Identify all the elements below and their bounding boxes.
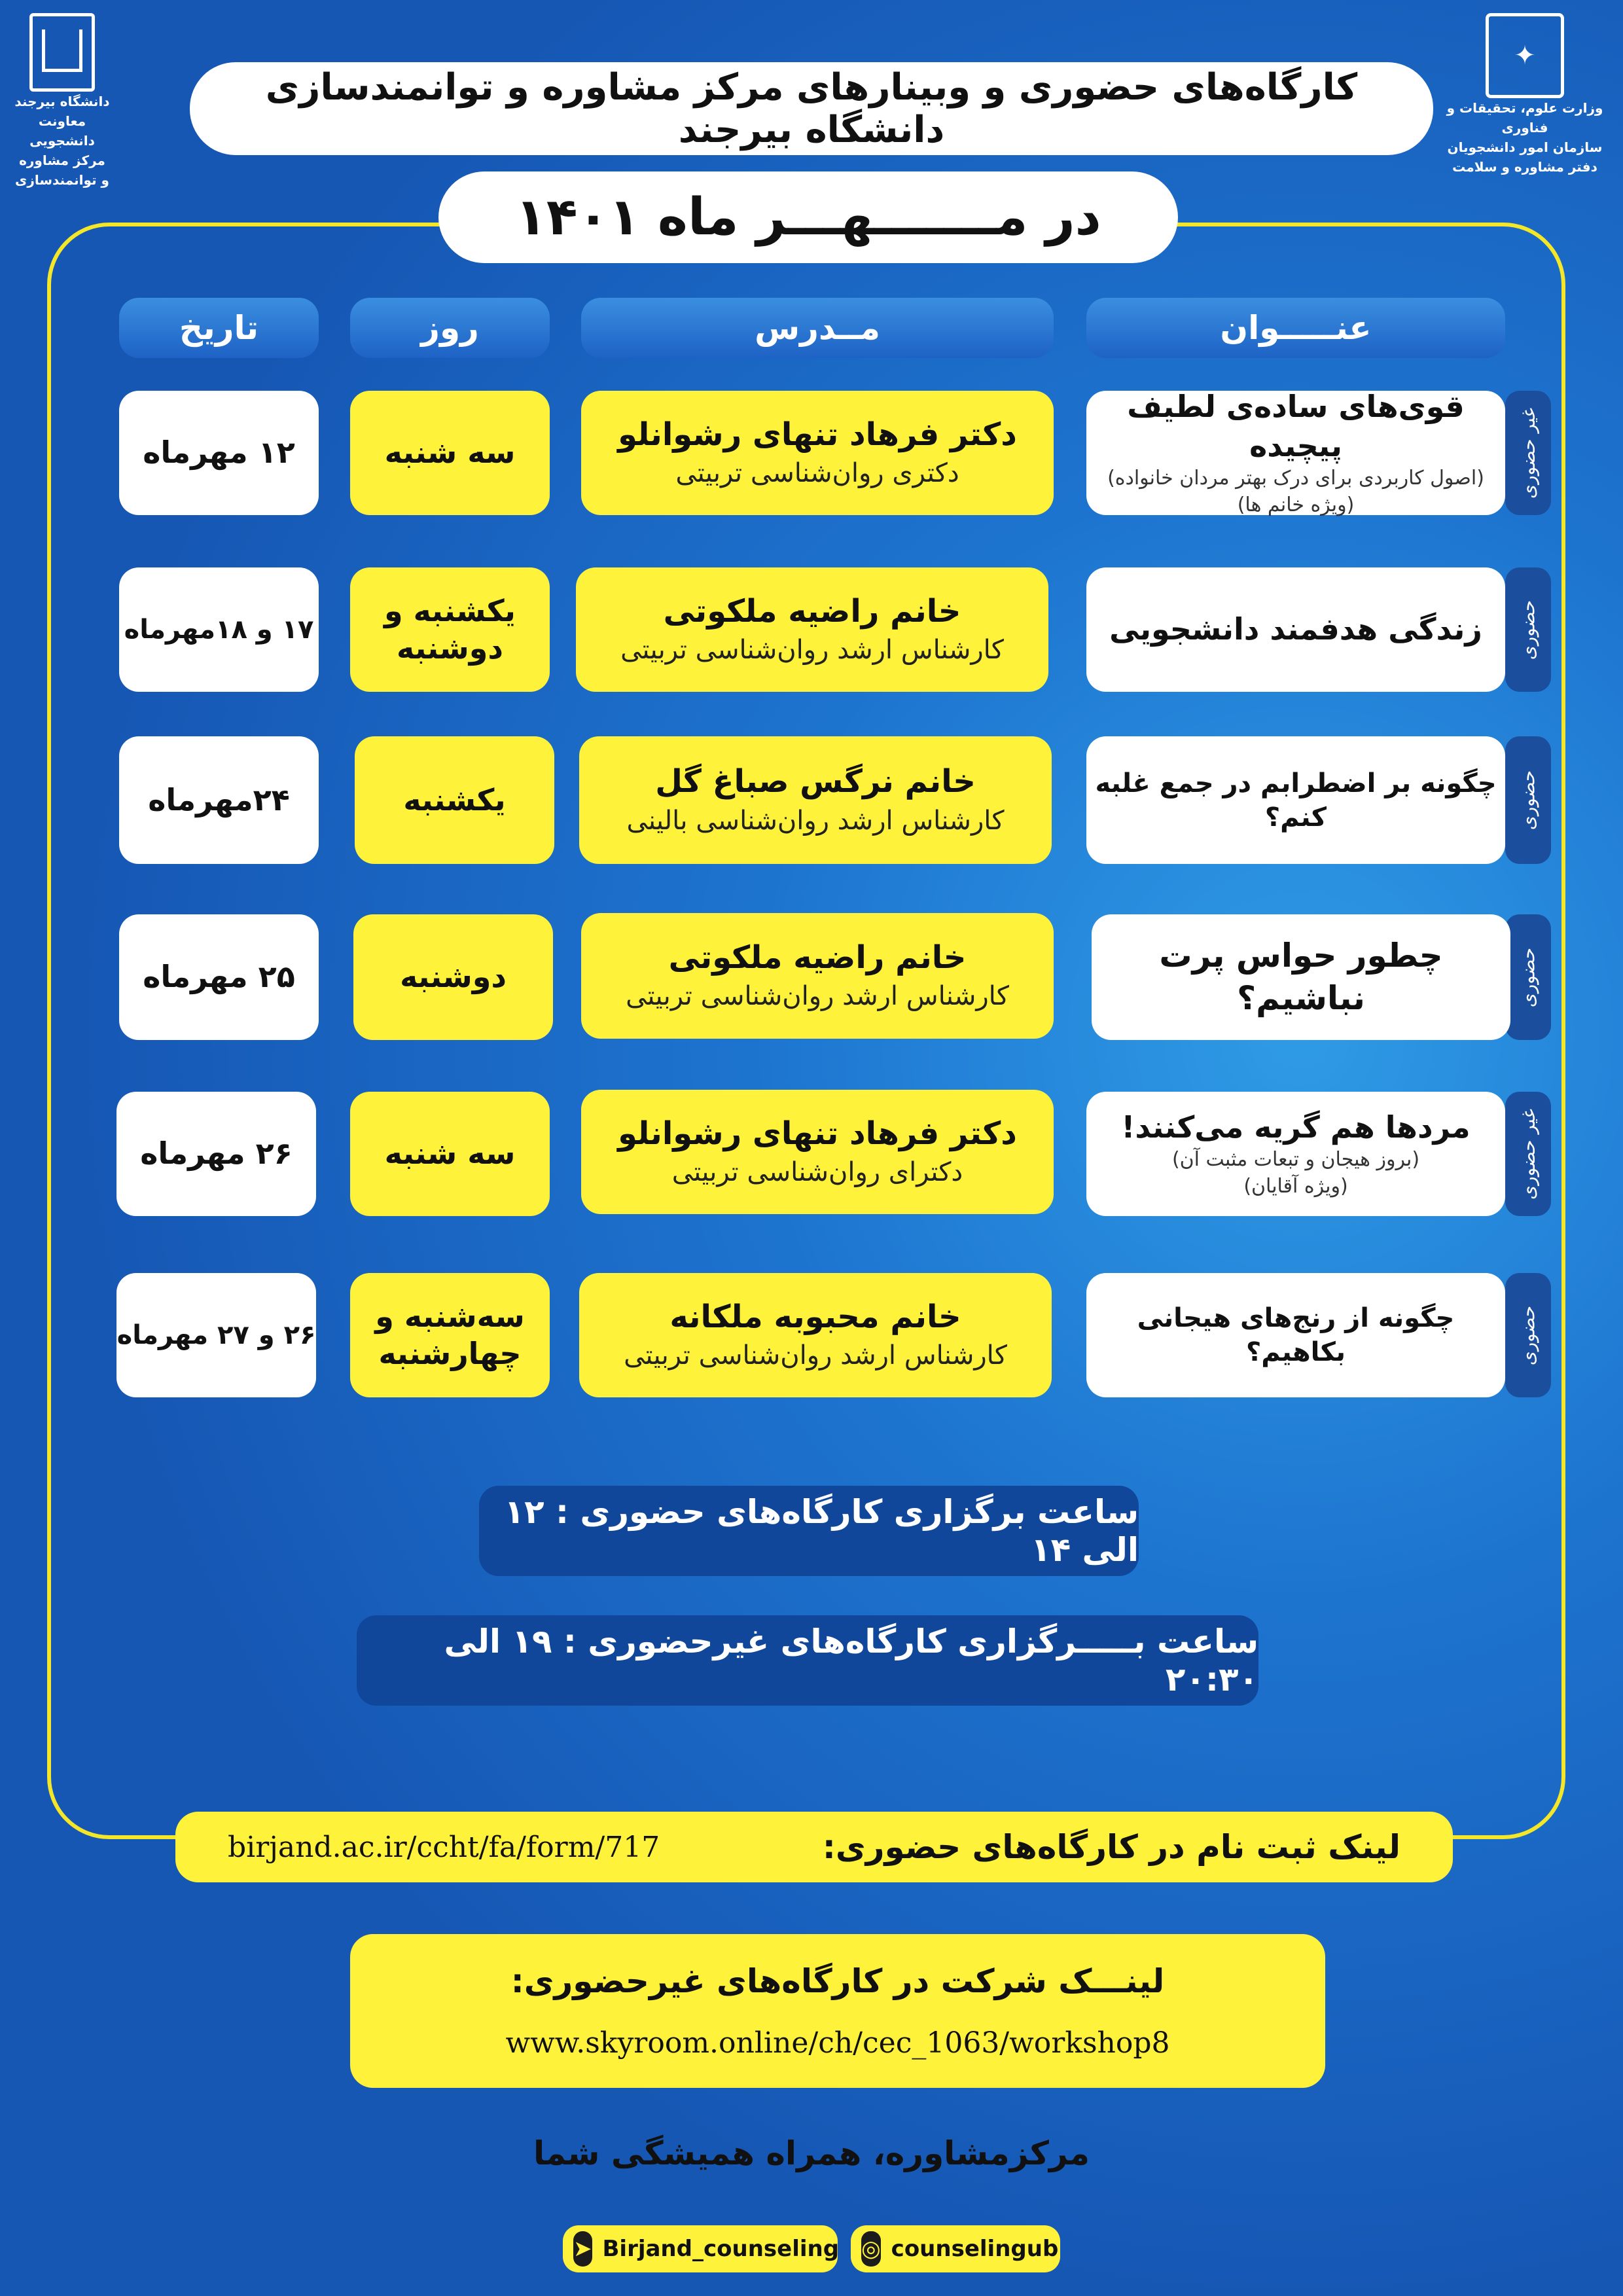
date-cell [119,391,319,515]
workshop-title: مردها هم گریه می‌کنند! [1121,1109,1471,1145]
instructor-degree: کارشناس ارشد روان‌شناسی تربیتی [624,1340,1007,1371]
workshop-date: ۲۵ مهرماه [143,959,295,995]
instagram-icon: ◎ [861,2231,881,2267]
instructor-name: خانم راضیه ملکوتی [663,592,961,630]
row-type-label: حضوری [1517,947,1539,1007]
workshop-date: ۲۶ و ۲۷ مهرماه [116,1320,316,1350]
day-cell [350,1273,550,1397]
university-logo-icon [29,13,95,92]
workshop-title-cell [1086,1092,1505,1216]
online-time-bar: ساعت بـــــرگزاری کارگاه‌های غیرحضوری : ۱۹ الی ۲۰:۳۰ [357,1615,1258,1706]
workshop-date: ۲۶ مهرماه [140,1136,293,1172]
online-participation-link-box [350,1934,1325,2088]
row-type-label: غیر حضوری [1517,407,1539,499]
workshop-audience-note: (ویژه خانم ها) [1237,493,1355,516]
workshop-title-cell [1086,567,1505,692]
row-type-tag [1505,736,1551,864]
workshop-subtitle: (بروز هیجان و تبعات مثبت آن) [1171,1148,1420,1172]
workshop-title-cell [1086,1273,1505,1397]
row-type-tag [1505,1092,1551,1216]
instructor-degree: کارشناس ارشد روان‌شناسی بالینی [626,805,1005,836]
instructor-degree: دکترای روان‌شناسی تربیتی [671,1157,963,1188]
ministry-logo [1433,13,1616,190]
university-logo-line-2: معاونت دانشجویی [29,113,95,149]
instructor-cell [576,567,1048,692]
row-type-label: حضوری [1517,1305,1539,1365]
month-title: در مـــــــهـــر ماه ۱۴۰۱ [438,171,1178,263]
workshop-subtitle: (اصول کاربردی برای درک بهتر مردان خانواده) [1107,467,1484,490]
instructor-name: خانم محبوبه ملکانه [669,1298,961,1335]
online-participation-label: لینـــک شرکت در کارگاه‌های غیرحضوری: [510,1962,1165,2000]
workshop-day: یکشنبه [403,781,506,817]
workshop-day: سه‌شنبه و چهارشنبه [375,1298,525,1371]
day-cell [350,1092,550,1216]
row-type-tag [1505,1273,1551,1397]
telegram-icon: ➤ [573,2231,592,2267]
university-logo-line-3: مرکز مشاوره و توانمندسازی [15,152,109,188]
row-type-tag [1505,391,1551,515]
row-type-label: حضوری [1517,770,1539,831]
in-person-time-bar: ساعت برگزاری کارگاه‌های حضوری : ۱۲ الی ۱۴ [479,1486,1139,1576]
instructor-cell [579,736,1052,864]
workshop-day: دوشنبه [400,959,507,995]
column-header-day: روز [350,298,550,358]
instagram-username: counselingub [891,2236,1059,2262]
instagram-handle[interactable] [851,2225,1060,2272]
instructor-cell [579,1273,1052,1397]
workshop-title: زندگی هدفمند دانشجویی [1109,611,1482,647]
university-logo-line-1: دانشگاه بیرجند [14,94,110,109]
instructor-cell [581,913,1054,1039]
instructor-name: خانم راضیه ملکوتی [668,939,967,976]
date-cell [119,736,319,864]
workshop-title-cell [1092,914,1510,1040]
workshop-title: چطور حواس پرت نباشیم؟ [1159,937,1443,1017]
ministry-logo-line-2: سازمان امور دانشجویان [1447,139,1603,155]
column-header-instructor: مــدرس [581,298,1054,358]
row-type-tag [1505,567,1551,692]
instructor-cell [581,391,1054,515]
workshop-date: ۲۴مهرماه [148,781,290,817]
date-cell [116,1273,316,1397]
university-logo [13,13,111,190]
workshop-title-cell [1086,736,1505,864]
workshop-day: سه شنبه [384,435,516,471]
row-type-label: غیر حضوری [1517,1108,1539,1200]
row-type-tag [1505,914,1551,1040]
ministry-logo-line-1: وزارت علوم، تحقیقات و فناوری [1446,100,1603,135]
workshop-audience-note: (ویژه آقایان) [1243,1174,1348,1198]
in-person-registration-label: لینک ثبت نام در کارگاه‌های حضوری: [822,1828,1400,1866]
workshop-title-cell [1086,388,1505,516]
telegram-username: Birjand_counseling [602,2236,840,2262]
instructor-name: دکتر فرهاد تنهای رشوانلو [618,416,1017,453]
day-cell [350,567,550,692]
in-person-registration-link[interactable]: birjand.ac.ir/ccht/fa/form/717 [228,1830,660,1864]
workshop-day: سه شنبه [384,1136,516,1172]
date-cell [119,567,319,692]
footer-slogan: مرکزمشاوره، همراه همیشگی شما [533,2134,1090,2172]
day-cell [353,914,553,1040]
page-title: کارگاه‌های حضوری و وبینارهای مرکز مشاوره و توانمندسازی دانشگاه بیرجند [190,62,1433,155]
row-type-label: حضوری [1517,600,1539,660]
telegram-handle[interactable] [563,2225,838,2272]
instructor-cell [581,1090,1054,1214]
in-person-registration-link-bar [175,1812,1453,1882]
instructor-name: خانم نرگس صباغ گل [655,763,976,800]
workshop-date: ۱۷ و ۱۸مهرماه [124,615,314,645]
workshop-title: چگونه از رنج‌های هیجانی بکاهیم؟ [1137,1303,1455,1367]
date-cell [119,914,319,1040]
online-participation-link[interactable]: www.skyroom.online/ch/cec_1063/workshop8 [505,2026,1170,2060]
column-header-title: عنـــــوان [1086,298,1505,358]
ministry-logo-icon: ✦ [1486,13,1564,98]
workshop-day: یکشنبه و دوشنبه [384,592,516,666]
instructor-degree: کارشناس ارشد روان‌شناسی تربیتی [626,981,1009,1012]
workshop-title: قوی‌های ساده‌ی لطیف پیچیده [1127,388,1465,463]
instructor-degree: دکتری روان‌شناسی تربیتی [675,458,959,489]
day-cell [355,736,554,864]
day-cell [350,391,550,515]
workshop-date: ۱۲ مهرماه [143,435,295,471]
workshop-title: چگونه بر اضطرابم در جمع غلبه کنم؟ [1095,768,1497,833]
column-header-date: تاریخ [119,298,319,358]
instructor-name: دکتر فرهاد تنهای رشوانلو [618,1115,1017,1152]
instructor-degree: کارشناس ارشد روان‌شناسی تربیتی [620,635,1004,666]
ministry-logo-line-3: دفتر مشاوره و سلامت [1452,159,1597,175]
date-cell [116,1092,316,1216]
